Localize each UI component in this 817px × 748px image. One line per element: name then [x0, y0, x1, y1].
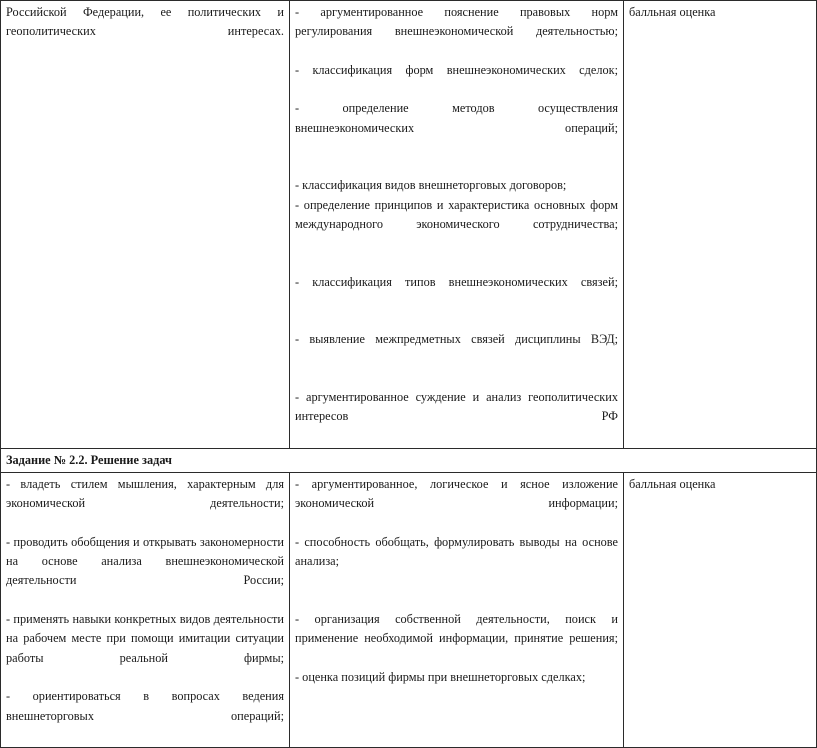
indicator-paragraph: - классификация видов внешнеторговых договоров; — [295, 178, 567, 193]
cell-assessment — [624, 1, 817, 449]
cell-criteria — [1, 1, 290, 449]
paragraph-spacer — [295, 311, 618, 330]
criteria-paragraph: - проводить обобщения и открывать закономерности на основе анализа внешнеэкономической деятельности России; — [6, 534, 284, 588]
criteria-paragraph: - ориентироваться в вопросах ведения внешнеторговых операций; — [6, 689, 284, 723]
cell-indicators — [290, 1, 624, 449]
indicator-paragraph: - аргументированное пояснение правовых норм регулирования внешнеэкономической деятельностью; — [295, 5, 618, 39]
indicator-paragraph: - классификация типов внешнеэкономических связей; — [295, 274, 618, 289]
indicator-paragraph: - определение методов осуществления внешнеэкономических операций; — [295, 101, 618, 135]
assessment-label: балльная оценка — [629, 5, 716, 19]
indicator-paragraph: - классификация форм внешнеэкономических сделок; — [295, 62, 618, 77]
cell-indicators — [290, 472, 624, 747]
section-header-task-2-2: Задание № 2.2. Решение задач — [1, 448, 817, 472]
assessment-label: балльная оценка — [629, 476, 716, 491]
criteria-paragraph: - владеть стилем мышления, характерным для экономической деятельности; — [6, 476, 284, 511]
cell-criteria — [1, 472, 290, 747]
paragraph-spacer — [295, 369, 618, 388]
indicator-paragraph: - аргументированное, логическое и ясное изложение экономической информации; — [295, 476, 618, 511]
criteria-paragraph: - применять навыки конкретных видов деятельности на рабочем месте при помощи имитации ситуации работы реальной фирмы; — [6, 612, 284, 665]
table-row — [1, 1, 817, 449]
cell-assessment — [624, 472, 817, 747]
paragraph-spacer — [295, 254, 618, 273]
table-row — [1, 472, 817, 747]
paragraph-spacer — [295, 591, 618, 610]
table-row-section-header — [1, 448, 817, 472]
indicator-paragraph: - выявление межпредметных связей дисциплины ВЭД; — [295, 332, 618, 347]
indicator-paragraph: - определение принципов и характеристика основных форм международного экономического сотрудничества; — [295, 197, 618, 231]
paragraph-spacer — [295, 157, 618, 176]
indicator-paragraph: - способность обобщать, формулировать выводы на основе анализа; — [295, 534, 618, 569]
criteria-paragraph: Российской Федерации, ее политических и геополитических интересах. — [6, 5, 284, 39]
indicator-paragraph: - организация собственной деятельности, поиск и применение необходимой информации, принятие решения; — [295, 611, 618, 646]
indicator-paragraph: - оценка позиций фирмы при внешнеторговых сделках; — [295, 669, 586, 684]
indicator-paragraph: - аргументированное суждение и анализ геополитических интересов РФ — [295, 389, 618, 424]
